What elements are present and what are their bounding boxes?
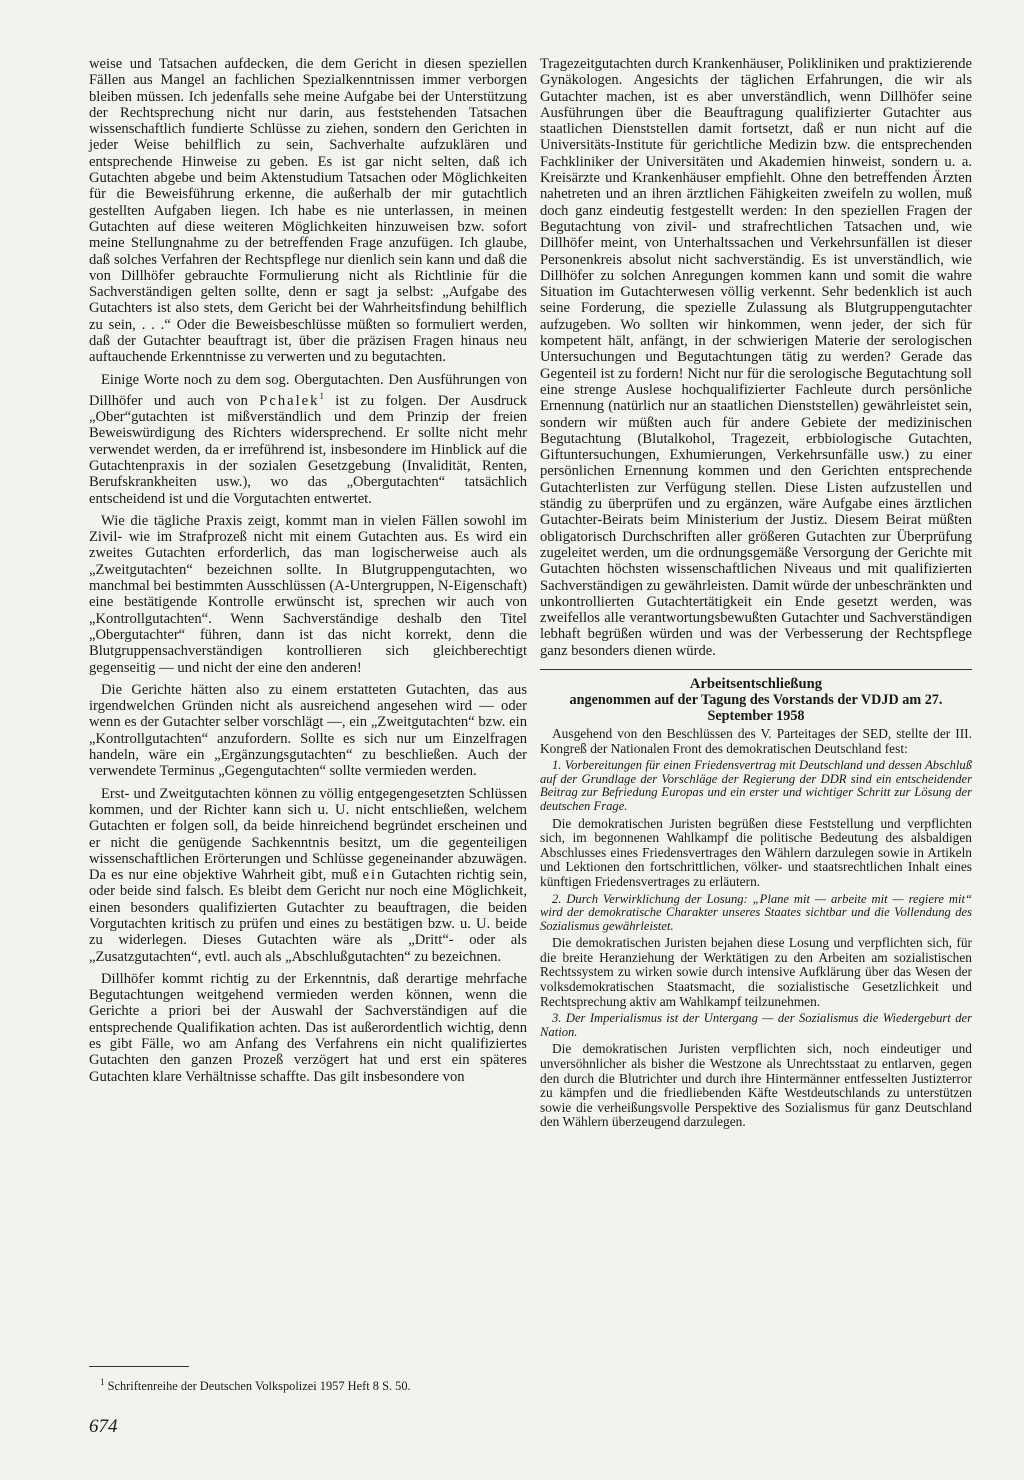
text-run: ist zu folgen. Der Ausdruck „Ober“gutachten ist mißverständlich und dem Prinzip der freien Beweiswürdigung des Richters widersprechend. Er sollte nicht mehr verwendet werden, da er irreführend ist, insbesondere im Hinblick auf die Gutachtenpraxis in der sozialen Gesetzgebung (Invalidität, Renten, Berufskrankheiten usw.), wo das „Obergutachten“ tatsächlich entscheidend ist und die Vorgutachten entwertet. — [89, 392, 527, 507]
footnote — [100, 1375, 520, 1393]
resolution-text: Die demokratischen Juristen bejahen diese Losung und verpflichten sich, für die breite Heranziehung der Werktätigen zu den Arbeiten am sozialistischen Rechtssystem zu wirken sowie durch intensive Aufklärung über das Wesen der volksdemokratischen Staatsmacht, die sozialistische Gesetzlichkeit und Rechtsprechung aktiv am Wahlkampf teilzunehmen. — [540, 935, 972, 1009]
paragraph: weise und Tatsachen aufdecken, die dem Gericht in diesen speziellen Fällen aus Mangel an fachlichen Spezialkenntnissen immer verborgen bleiben müssen. Ich jedenfalls sehe meine Aufgabe bei der Unterstützung der Rechtsprechung nicht nur darin, aus feststehenden Tatsachen wissenschaftlich fundierte Schlüsse zu ziehen, sondern den Gerichten in jeder Weise behilflich zu sein, Sachverhalte aufzuklären und entsprechende Hinweise zu geben. Es ist gar nicht selten, daß ich Gutachten abgebe und beim Aktenstudium Tatsachen oder Möglichkeiten für die Beweisführung erkenne, die außerhalb der mir gutachtlich gestellten Aufgaben liegen. Ich habe es nie unterlassen, in meinen Gutachten auf diese weiteren Möglichkeiten hinzuweisen bzw. sofort meine Stellungnahme zu der betreffenden Frage anzufügen. Ich glaube, daß solches Verfahren der Rechtspflege nur dienlich sein kann und daß die von Dillhöfer gebrauchte Formulierung nicht als Richtlinie für die Sachverständigen gelten sollte, denn er sagt ja selbst: „Aufgabe des Gutachters ist also stets, dem Gericht bei der Wahrheitsfindung behilflich zu sein, . . .“ Oder die Beweisbeschlüsse müßten so formuliert werden, daß der Gutachter beauftragt ist, über die präzisen Fragen hinaus neu auftauchende Erkenntnisse zu verwerten und zu begutachten. — [89, 56, 527, 366]
paragraph: Wie die tägliche Praxis zeigt, kommt man in vielen Fällen sowohl im Zivil- wie im Strafprozeß nicht mit einem Gutachten aus. Es wird ein zweites Gutachten erforderlich, das man logischerweise auch als „Zweitgutachten“ bezeichnen sollte. In Blutgruppengutachten, wo manchmal bei bestimmten Ausschlüssen (A-Untergruppen, N-Eigenschaft) eine bestätigende Kontrolle erwünscht ist, sprechen wir auch von „Kontrollgutachten“. Wenn Sachverständige deshalb den Titel „Obergutachter“ führen, dann ist das nicht korrekt, denn die Blutgruppensachverständigen kontrollieren sich gleichberechtigt gegenseitig — und nicht der eine den anderen! — [89, 512, 527, 676]
text-run: Gutachten richtig sein, oder beide sind falsch. Es bleibt dem Gericht nur noch eine Möglichkeit, einen besonders qualifizierten Gutachter zu beauftragen, die beiden Vorgutachten kritisch zu prüfen und eines zu bestätigen bzw. u. U. beide zu widerlegen. Dieses Gutachten wäre als „Dritt“- oder als „Zusatzgutachten“, evtl. auch als „Abschlußgutachten“ zu bezeichnen. — [89, 867, 527, 965]
right-column — [540, 56, 972, 1130]
paragraph: Tragezeitgutachten durch Krankenhäuser, Polikliniken und praktizierende Gynäkologen. Angesichts der täglichen Erfahrungen, die wir als Gutachter machen, ist es aber unverständlich, wenn Dillhöfer seine Ausführungen über die Beauftragung qualifizierter Gutachter aus staatlichen Dienststellen damit fortsetzt, daß er nun nicht auf die Universitäts-Institute für gerichtliche Medizin bzw. die entsprechenden Fachkliniker der Universitäten und Akademien hinweist, sondern u. a. Kreisärzte und Krankenhäuser empfiehlt. Ohne den betreffenden Ärzten nahetreten und an ihren ärztlichen Fähigkeiten zweifeln zu wollen, muß doch ganz eindeutig festgestellt werden: In den speziellen Fragen der Begutachtung von zivil- und strafrechtlichen Tatsachen und, wie Dillhöfer meint, von Unterhaltssachen und Verkehrsunfällen ist dieser Personenkreis absolut nicht sachverständig. Es ist unverständlich, wie Dillhöfer zu solchen Anregungen kommen kann und somit die wahre Situation im Gutachterwesen völlig verkennt. Sehr bedenklich ist auch seine Forderung, die spezielle Zulassung als Blutgruppengutachter aufzugeben. Wo sollten wir hinkommen, wenn jeder, der sich für kompetent hält, anfängt, in der schwierigen Materie der serologischen Untersuchungen und Begutachtungen tätig zu werden? Gerade das Gegenteil ist zu fordern! Nicht nur für die serologische Begutachtung soll eine strenge Auslese hochqualifizierter Fachleute durch persönliche Ernennung (natürlich nur an staatlichen Dienststellen) gewährleistet sein, sondern wir müßten auch für andere Gebiete der medizinischen Begutachtung (Blutalkohol, Tragezeit, erbbiologische Gutachten, Giftuntersuchungen, Exhumierungen, Verkehrsunfälle usw.) zu einer persönlichen Ernennung kommen und den Gerichten entsprechende Gutachterlisten zur Verfügung stellen. Diese Listen aufzustellen und ständig zu überprüfen und zu ergänzen, wäre Aufgabe eines ärztlichen Gutachter-Beirats beim Ministerium der Justiz. Diesem Beirat müßten obligatorisch Durchschriften aller größeren Gutachten zur Überprüfung zugeleitet werden, um die ordnungsgemäße Versorgung der Gerichte mit Gutachten höchsten wissenschaftlichen Niveaus und mit qualifizierten Sachverständigen zu gewährleisten. Damit würde der unbeschränkten und unkontrollierten Gutachtertätigkeit ein Ende gesetzt werden, was zweifellos alle verantwortungsbewußten Gutachter und Sachverständigen lebhaft begrüßen würden und was der Verbesserung der Rechtspflege ganz besonders dienen würde. — [540, 56, 972, 659]
paragraph: Die Gerichte hätten also zu einem erstatteten Gutachten, das aus irgendwelchen Gründen nicht als ausreichend angesehen wird — oder wenn es der Gutachter selber vorschlägt —, ein „Zweitgutachten“ bzw. ein „Kontrollgutachten“ anzufordern. Sollte es sich nur um Einzelfragen handeln, wäre ein „Ergänzungsgutachten“ zu beschließen. Auch der verwendete Terminus „Gegengutachten“ sollte vermieden werden. — [89, 681, 527, 780]
paragraph — [89, 372, 527, 507]
resolution-text: Die demokratischen Juristen verpflichten sich, noch eindeutiger und unversöhnlicher als bisher die Westzone als Unrechtsstaat zu entlarven, gegen den durch die Blutrichter und durch ihre Hintermänner entfesselten Justizterror zu kämpfen und die friedliebenden Käfte Westdeutschlands zu unterstützen sowie die verheißungsvolle Perspektive des Sozialismus für ganz Deutschland den Wählern überzeugend darzulegen. — [540, 1041, 972, 1130]
resolution-text: Die demokratischen Juristen begrüßen diese Feststellung und verpflichten sich, im begonnenen Wahlkampf die politische Bedeutung des alsbaldigen Abschlusses eines Friedensvertrages den Wählern darzulegen sowie in Artikeln und Lektionen den fortschrittlichen, völker- und staatsrechtlichen Inhalt eines künftigen Friedensvertrages zu erläutern. — [540, 815, 972, 889]
resolution-item: 2. Durch Verwirklichung der Losung: „Plane mit — arbeite mit — regiere mit“ wird der demokratische Charakter unseres Staates sichtbar und die Vollendung des Sozialismus gewährleistet. — [540, 891, 972, 933]
emphasis: ein — [362, 867, 387, 884]
page-number: 674 — [89, 1416, 118, 1437]
author-name: Pchalek — [259, 392, 320, 409]
resolution-item: 1. Vorbereitungen für einen Friedensvertrag mit Deutschland und dessen Abschluß auf der Grundlage der Vorschläge der Regierung der DDR sind ein entscheidender Beitrag zur Befriedung Europas und ein erster und wichtiger Schritt zur Lösung der deutschen Frage. — [540, 758, 972, 813]
section-intro: Ausgehend von den Beschlüssen des V. Parteitages der SED, stellte der III. Kongreß der Nationalen Front des demokratischen Deutschland fest: — [540, 725, 972, 756]
footnote-mark: 1 — [100, 1377, 105, 1387]
footnote-ref: 1 — [319, 390, 324, 401]
resolution-item: 3. Der Imperialismus ist der Untergang — der Sozialismus die Wiedergeburt der Nation. — [540, 1011, 972, 1039]
footnote-text: Schriftenreihe der Deutschen Volkspolizei 1957 Heft 8 S. 50. — [104, 1379, 411, 1394]
paragraph: Dillhöfer kommt richtig zu der Erkenntnis, daß derartige mehrfache Begutachtungen weitgehend vermieden werden können, wenn die Gerichte a priori bei der Auswahl der Sachverständigen auf die entsprechende Qualifikation achten. Das ist außerordentlich wichtig, denn es gibt Fälle, wo am Anfang des Verfahrens ein nicht qualifiziertes Gutachten den ganzen Prozeß verzögert hat und erst ein späteres Gutachten klare Verhältnisse schaffte. Das gilt insbesondere von — [89, 970, 527, 1085]
left-column — [89, 56, 527, 1085]
section-title: Arbeitsentschließung — [689, 675, 823, 692]
section-divider — [540, 669, 972, 670]
paragraph — [89, 786, 527, 965]
text-run: Erst- und Zweitgutachten können zu völlig entgegengesetzten Schlüssen kommen, und der Richter kann sich u. U. nicht entschließen, welchem Gutachten er folgen soll, da beide hinreichend begründet erscheinen und er nicht die genügende Sachkenntnis besitzt, um die gegenteiligen wissenschaftlichen Erörterungen und Schlüsse gegeneinander abzuwägen. Da es nur eine objektive Wahrheit gibt, muß — [89, 785, 527, 884]
text-run: Einige Worte noch zu dem sog. Obergutachten. Den Ausführungen von Dillhöfer und auch von — [89, 371, 527, 409]
footnote-rule — [89, 1366, 189, 1367]
section-subtitle: angenommen auf der Tagung des Vorstands der VDJD am 27. September 1958 — [569, 691, 943, 724]
